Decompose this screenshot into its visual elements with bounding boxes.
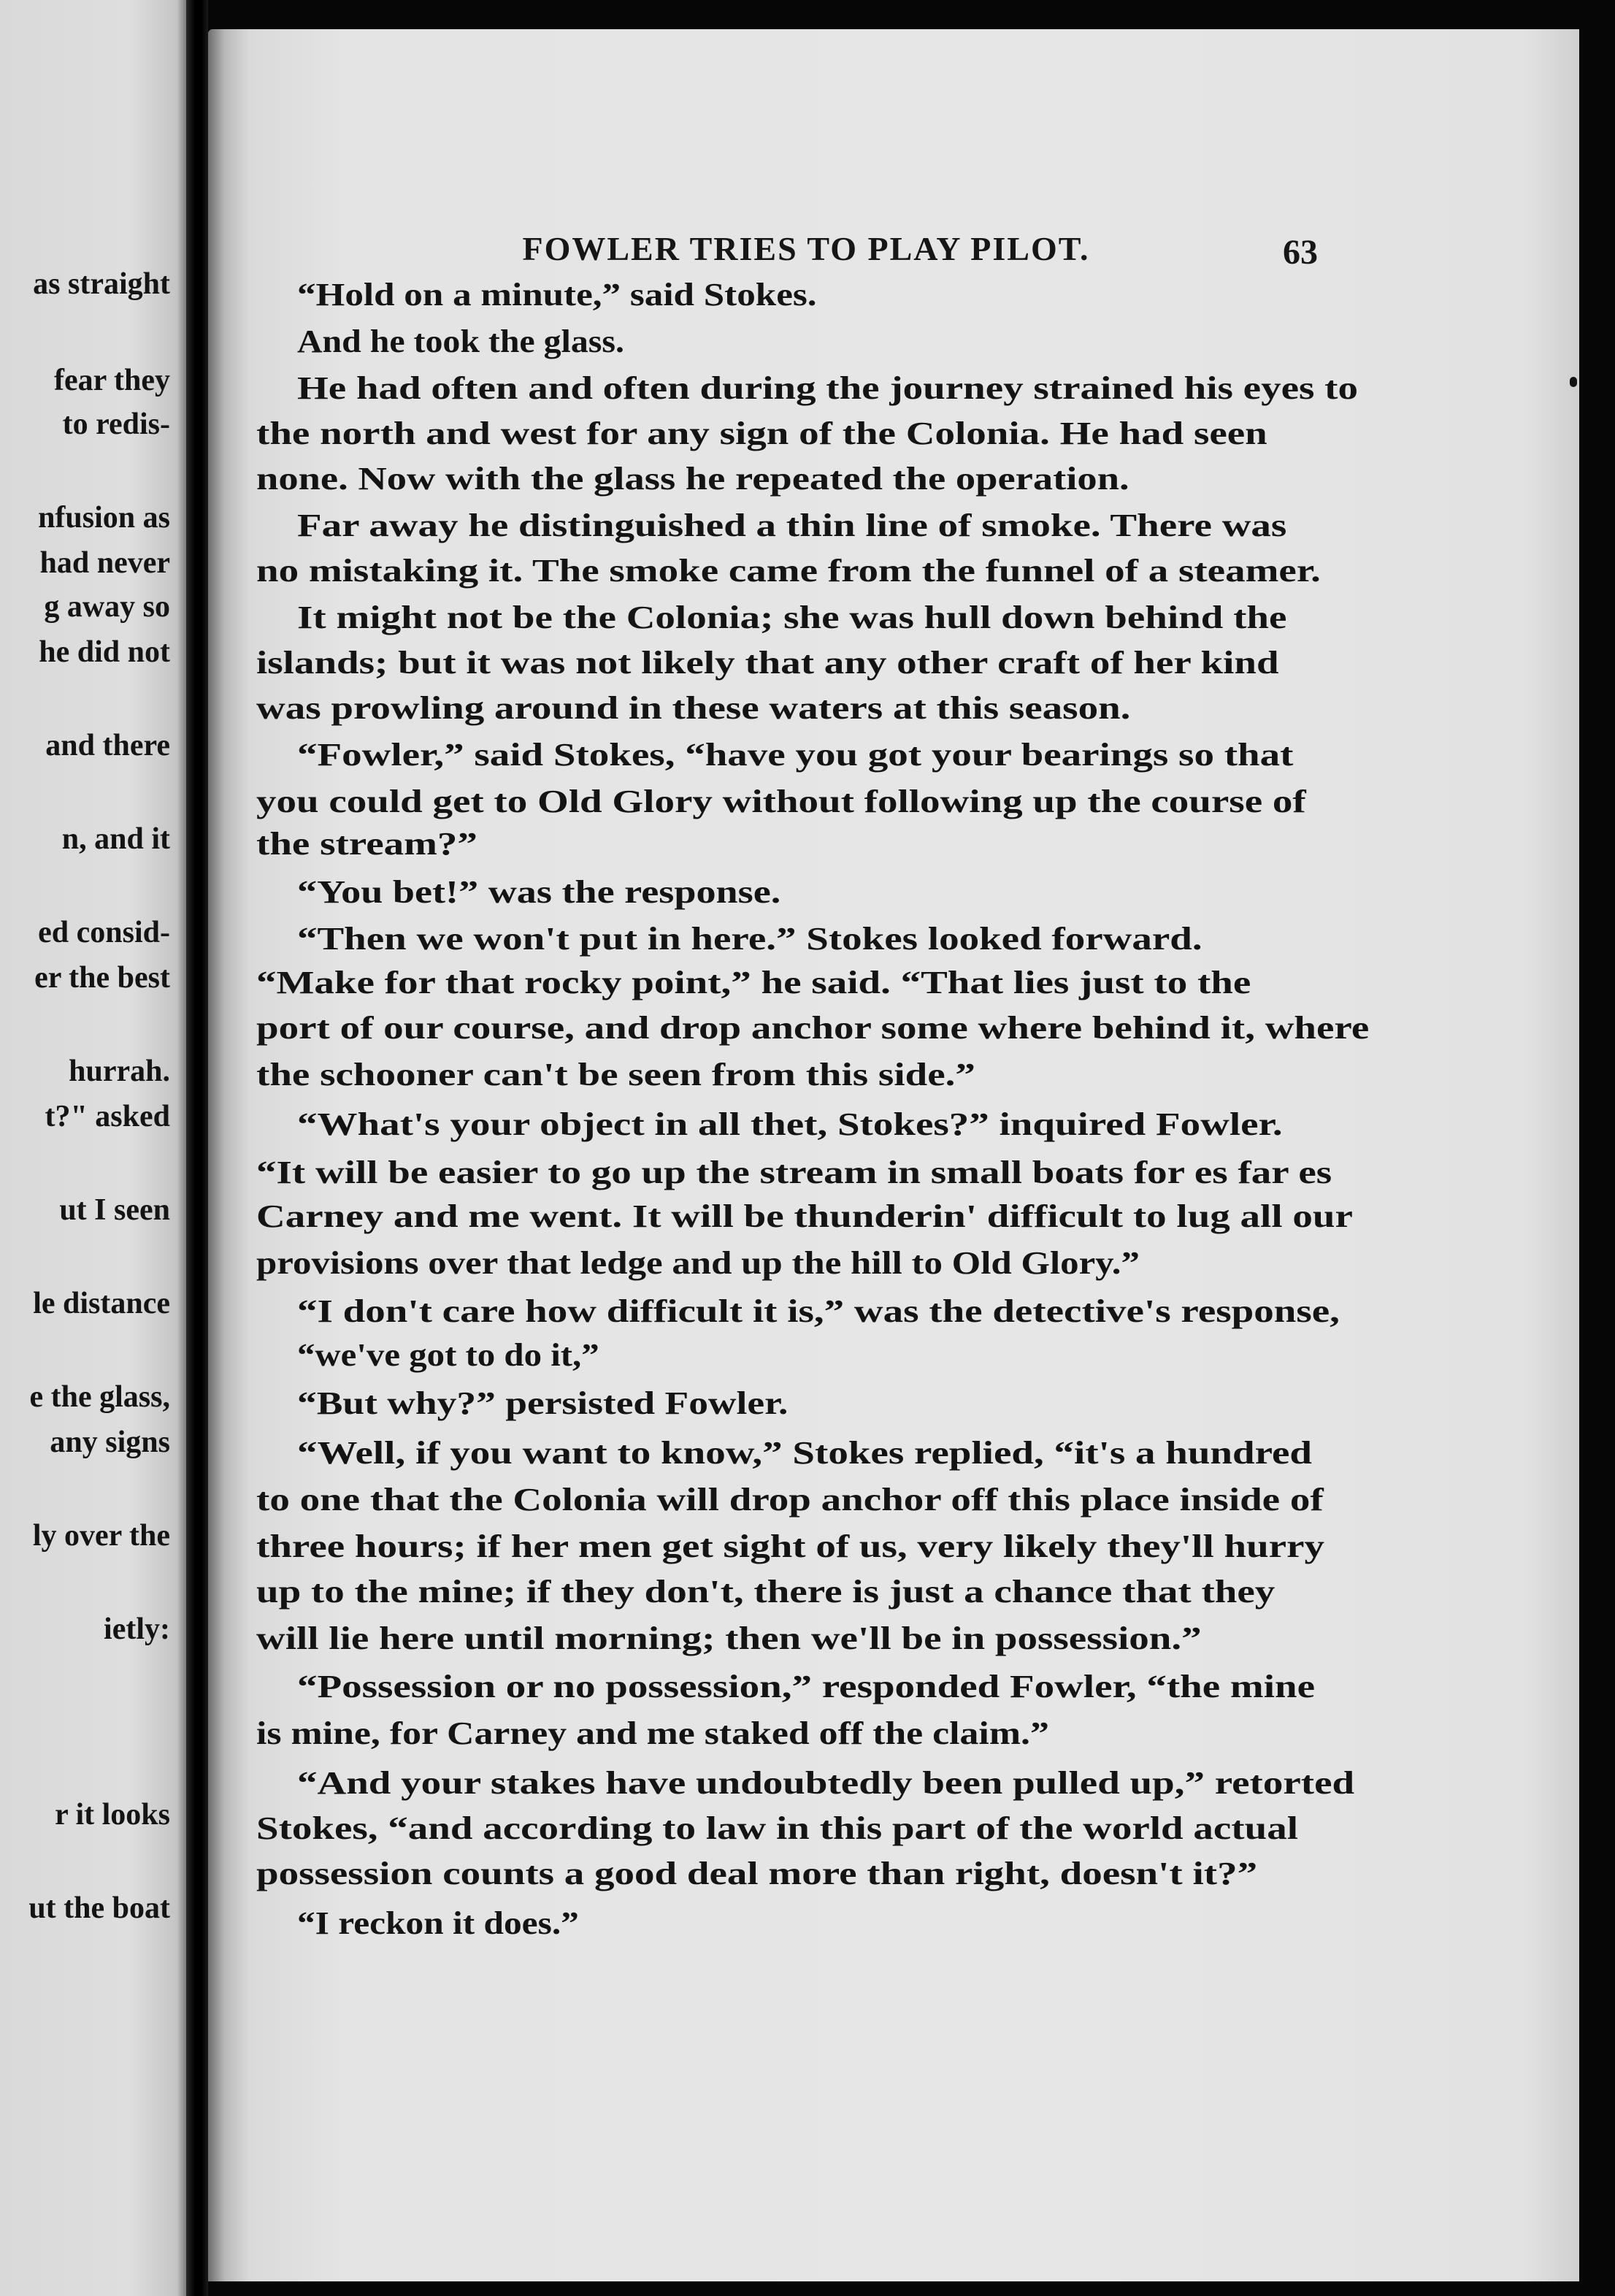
text-line: “Then we won't put in here.” Stokes looked forward. (297, 921, 1202, 957)
text-line: “Hold on a minute,” said Stokes. (297, 277, 817, 313)
left-page-fragment (0, 0, 186, 2296)
left-page-line: er the best (34, 961, 170, 995)
left-page-line: ietly: (104, 1612, 170, 1646)
text-line: is mine, for Carney and me staked off the claim.” (256, 1715, 1049, 1751)
left-page-line: t?" asked (45, 1100, 170, 1133)
text-line: “It will be easier to go up the stream in small boats for es far es (256, 1155, 1332, 1190)
page-body-text (208, 29, 1579, 2281)
text-line: “And your stakes have undoubtedly been pulled up,” retorted (297, 1765, 1355, 1801)
text-line: “Fowler,” said Stokes, “have you got your bearings so that (297, 737, 1294, 773)
text-line: the stream?” (256, 826, 477, 862)
left-page-line: ut the boat (28, 1891, 170, 1925)
left-page-line: fear they (54, 364, 170, 397)
text-line: to one that the Colonia will drop anchor off this place inside of (256, 1482, 1324, 1518)
text-line: none. Now with the glass he repeated the operation. (256, 461, 1129, 497)
text-line: you could get to Old Glory without following up the course of (256, 784, 1306, 819)
left-page-line: nfusion as (38, 501, 170, 535)
text-line: “What's your object in all thet, Stokes?” inquired Fowler. (297, 1106, 1283, 1142)
left-page-line: le distance (33, 1287, 170, 1320)
left-page-line: he did not (39, 635, 170, 669)
text-line: “Possession or no possession,” responded Fowler, “the mine (297, 1669, 1316, 1704)
left-page-line: n, and it (61, 822, 170, 856)
left-page-line: r it looks (55, 1798, 170, 1832)
left-page-line: any signs (50, 1426, 170, 1459)
running-head: FOWLER TRIES TO PLAY PILOT. (522, 230, 1090, 267)
left-page-text (0, 0, 170, 2296)
text-line: “I reckon it does.” (297, 1905, 579, 1941)
text-line: the north and west for any sign of the Colonia. He had seen (256, 416, 1267, 451)
left-page-line: ut I seen (59, 1193, 170, 1227)
text-line: port of our course, and drop anchor some where behind it, where (256, 1010, 1370, 1046)
text-line: up to the mine; if they don't, there is just a chance that they (256, 1574, 1275, 1610)
text-line: “You bet!” was the response. (297, 874, 781, 910)
text-line: three hours; if her men get sight of us, very likely they'll hurry (256, 1528, 1324, 1564)
text-line: Far away he distinguished a thin line of smoke. There was (297, 508, 1287, 543)
left-page-line: and there (45, 729, 170, 762)
scan-speck (1570, 377, 1577, 387)
main-page (208, 29, 1579, 2281)
page-number: 63 (1283, 233, 1318, 272)
text-line: possession counts a good deal more than right, doesn't it?” (256, 1856, 1258, 1891)
text-line: the schooner can't be seen from this side.” (256, 1057, 975, 1092)
left-page-line: ly over the (32, 1519, 170, 1553)
text-line: Carney and me went. It will be thunderin' difficult to lug all our (256, 1198, 1353, 1234)
text-line: Stokes, “and according to law in this part of the world actual (256, 1810, 1298, 1846)
text-line: no mistaking it. The smoke came from the funnel of a steamer. (256, 553, 1321, 589)
left-page-line: to redis- (62, 407, 170, 441)
text-line: “But why?” persisted Fowler. (297, 1385, 789, 1421)
text-line: “we've got to do it,” (297, 1337, 599, 1373)
text-line: was prowling around in these waters at this season. (256, 690, 1131, 726)
left-page-line: g away so (44, 590, 170, 624)
text-line: He had often and often during the journey strained his eyes to (297, 370, 1358, 406)
left-page-line: hurrah. (69, 1055, 170, 1088)
left-page-line: ed consid- (38, 916, 170, 949)
left-page-line: had never (39, 546, 170, 580)
text-line: “Make for that rocky point,” he said. “That lies just to the (256, 965, 1251, 1000)
text-line: provisions over that ledge and up the hill to Old Glory.” (256, 1245, 1140, 1281)
text-line: “I don't care how difficult it is,” was the detective's response, (297, 1293, 1340, 1329)
text-line: “Well, if you want to know,” Stokes replied, “it's a hundred (297, 1435, 1313, 1471)
text-line: It might not be the Colonia; she was hull down behind the (297, 600, 1287, 635)
book-gutter (186, 0, 208, 2296)
text-line: will lie here until morning; then we'll be in possession.” (256, 1620, 1202, 1656)
text-line: islands; but it was not likely that any other craft of her kind (256, 645, 1279, 681)
text-line: And he took the glass. (297, 324, 624, 359)
left-page-line: e the glass, (29, 1380, 170, 1414)
left-page-line: as straight (33, 267, 170, 301)
